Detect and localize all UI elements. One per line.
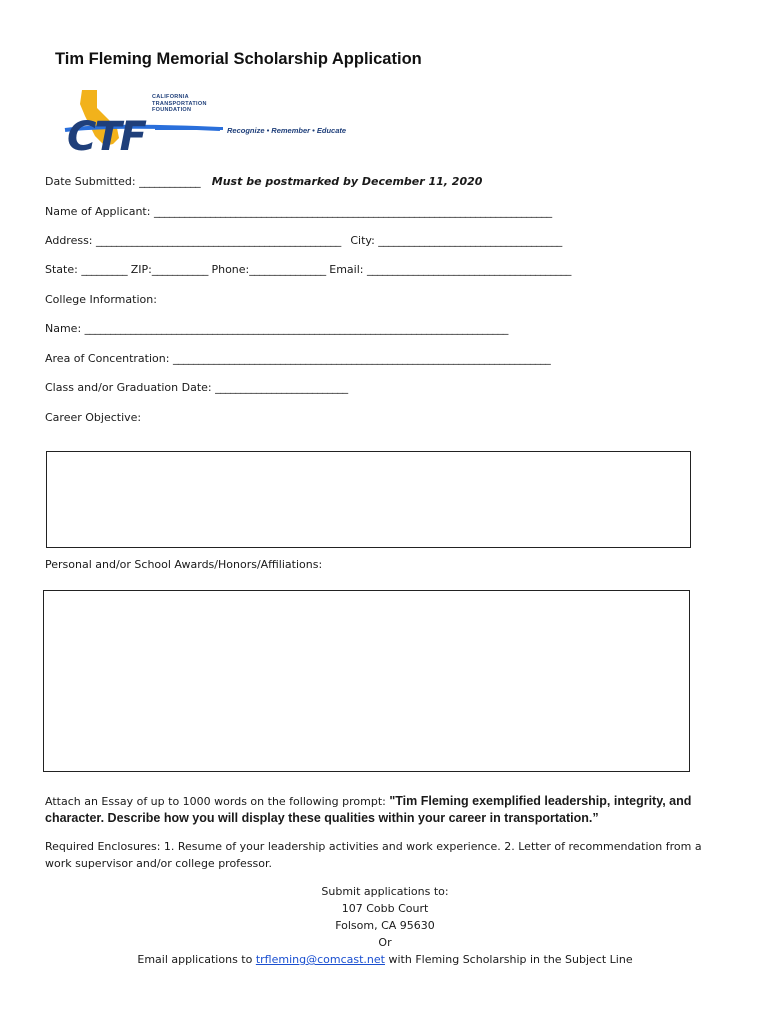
submit-instructions [0, 883, 770, 968]
email-suffix: with Fleming Scholarship in the Subject Line [388, 953, 633, 966]
essay-instructions [45, 793, 725, 827]
submit-or: Or [378, 936, 392, 949]
concentration-field[interactable]: __________________________________________________________________________ [172, 352, 551, 365]
address-field[interactable]: ________________________________________________ [96, 234, 341, 247]
city-field[interactable]: ____________________________________ [378, 234, 562, 247]
ctf-logo [55, 86, 375, 156]
graduation-date-label: Class and/or Graduation Date: [45, 381, 212, 394]
graduation-date-row [45, 381, 348, 394]
state-field[interactable]: _________ [81, 263, 128, 276]
applicant-name-field[interactable]: ______________________________________________________________________________ [153, 205, 552, 218]
logo-tagline-rule [155, 127, 223, 130]
graduation-date-field[interactable]: __________________________ [215, 381, 348, 394]
email-field[interactable]: ________________________________________ [367, 263, 572, 276]
ctf-letters: CTF [67, 114, 145, 156]
date-submitted-field[interactable]: ____________ [139, 175, 201, 188]
career-objective-label: Career Objective: [45, 411, 142, 424]
phone-label: Phone: [211, 263, 250, 276]
date-submitted-label: Date Submitted: [45, 175, 136, 188]
logo-org-name [152, 94, 242, 114]
required-enclosures: Required Enclosures: 1. Resume of your leadership activities and work experience. 2. Letter of recommendation from a work supervisor and/or college professor. [45, 840, 702, 870]
concentration-label: Area of Concentration: [45, 352, 170, 365]
postmark-deadline-note: Must be postmarked by December 11, 2020 [211, 175, 483, 188]
concentration-row [45, 352, 550, 365]
logo-tagline: Recognize • Remember • Educate [227, 126, 347, 135]
submit-heading: Submit applications to: [321, 885, 449, 898]
contact-row [45, 263, 571, 276]
applicant-name-row [45, 205, 552, 218]
page-title: Tim Fleming Memorial Scholarship Application [55, 50, 422, 68]
career-objective-box[interactable] [46, 451, 691, 548]
city-label: City: [350, 234, 375, 247]
zip-label: ZIP: [130, 263, 152, 276]
email-label: Email: [329, 263, 364, 276]
college-name-row [45, 322, 508, 335]
college-info-heading: College Information: [45, 293, 157, 306]
email-prefix: Email applications to [137, 953, 253, 966]
submit-city-state-zip: Folsom, CA 95630 [335, 919, 435, 932]
zip-field[interactable]: ___________ [151, 263, 208, 276]
applicant-name-label: Name of Applicant: [45, 205, 151, 218]
address-row [45, 234, 562, 247]
address-label: Address: [45, 234, 93, 247]
logo-org-line: TRANSPORTATION [152, 100, 207, 107]
logo-org-line: FOUNDATION [152, 107, 192, 113]
submit-email-line [0, 951, 770, 968]
phone-field[interactable]: _______________ [249, 263, 326, 276]
date-submitted-row [45, 175, 482, 188]
state-label: State: [45, 263, 78, 276]
awards-label: Personal and/or School Awards/Honors/Affiliations: [45, 558, 323, 571]
email-link[interactable]: trfleming@comcast.net [255, 953, 385, 966]
essay-intro: Attach an Essay of up to 1000 words on the following prompt: [45, 795, 386, 808]
essay-prompt: "Tim Fleming exemplified leadership, integrity, and character. Describe how you will display these qualities within your career in transportation.” [45, 794, 692, 825]
submit-street: 107 Cobb Court [341, 902, 429, 915]
college-name-label: Name: [45, 322, 82, 335]
logo-org-line: CALIFORNIA [152, 94, 189, 100]
college-name-field[interactable]: ___________________________________________________________________________________ [84, 322, 508, 335]
awards-box[interactable] [43, 590, 690, 772]
